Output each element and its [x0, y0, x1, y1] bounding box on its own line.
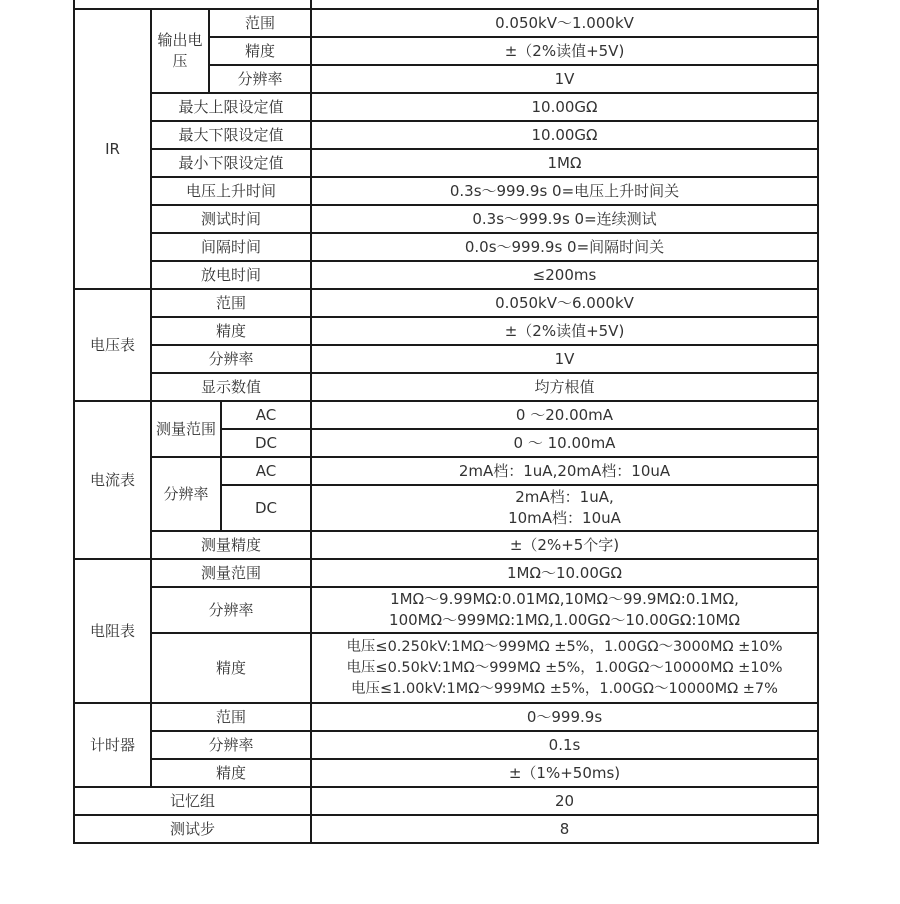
table-row	[74, 559, 818, 587]
spec-label: 最大上限设定值	[151, 93, 311, 121]
section-label-timer: 计时器	[74, 703, 151, 787]
spec-label: DC	[221, 429, 311, 457]
spec-value: 0.3s～999.9s 0=连续测试	[311, 205, 818, 233]
spec-label: 放电时间	[151, 261, 311, 289]
section-label-ammeter: 电流表	[74, 401, 151, 559]
spec-value: 0～999.9s	[311, 703, 818, 731]
spec-value: ±（2%读值+5V)	[311, 37, 818, 65]
table-row	[74, 233, 818, 261]
spec-table-wrapper	[73, 0, 819, 844]
spec-value: 20	[311, 787, 818, 815]
measure-range-label: 测量范围	[151, 401, 221, 457]
section-label-ohmmeter: 电阻表	[74, 559, 151, 703]
spec-value-multiline	[311, 587, 818, 633]
table-row	[74, 317, 818, 345]
table-row	[74, 0, 818, 9]
table-row	[74, 703, 818, 731]
table-row	[74, 815, 818, 843]
spec-value: 0.3s～999.9s 0=电压上升时间关	[311, 177, 818, 205]
spec-label: 最大下限设定值	[151, 121, 311, 149]
spec-value: 0 ～20.00mA	[311, 401, 818, 429]
table-row	[74, 205, 818, 233]
spec-label: 测试步	[74, 815, 311, 843]
value-line: 10mA档：10uA	[508, 509, 621, 527]
value-line: 100MΩ～999MΩ:1MΩ,1.00GΩ～10.00GΩ:10MΩ	[389, 611, 740, 629]
table-row	[74, 457, 818, 485]
table-row	[74, 373, 818, 401]
spec-label: 测量精度	[151, 531, 311, 559]
spec-label: 精度	[151, 317, 311, 345]
spec-label: 记忆组	[74, 787, 311, 815]
spec-label: AC	[221, 457, 311, 485]
value-line: 2mA档：1uA,	[515, 488, 614, 506]
spec-value: 1V	[311, 345, 818, 373]
table-row	[74, 731, 818, 759]
table-row	[74, 289, 818, 317]
spec-label: 精度	[151, 633, 311, 703]
table-row	[74, 93, 818, 121]
spec-value: 0.050kV～6.000kV	[311, 289, 818, 317]
spec-value: 1MΩ～10.00GΩ	[311, 559, 818, 587]
spec-value: 0.050kV～1.000kV	[311, 9, 818, 37]
table-row	[74, 345, 818, 373]
spec-label: 最小下限设定值	[151, 149, 311, 177]
output-voltage-label: 输出电压	[151, 9, 209, 93]
value-line: 电压≤0.50kV:1MΩ～999MΩ ±5%，1.00GΩ～10000MΩ ±10%	[346, 659, 783, 676]
spec-label: AC	[221, 401, 311, 429]
header-cell	[311, 0, 818, 9]
spec-value: ≤200ms	[311, 261, 818, 289]
value-line: 电压≤0.250kV:1MΩ～999MΩ ±5%，1.00GΩ～3000MΩ ±10%	[346, 638, 783, 655]
table-row	[74, 9, 818, 37]
spec-value: 0 ～ 10.00mA	[311, 429, 818, 457]
spec-value: 10.00GΩ	[311, 93, 818, 121]
spec-label: 测试时间	[151, 205, 311, 233]
spec-value: 1MΩ	[311, 149, 818, 177]
table-row	[74, 149, 818, 177]
section-label-voltmeter: 电压表	[74, 289, 151, 401]
spec-label: 分辨率	[209, 65, 311, 93]
spec-value: ±（2%读值+5V)	[311, 317, 818, 345]
spec-value: 0.0s～999.9s 0=间隔时间关	[311, 233, 818, 261]
spec-value-multiline	[311, 485, 818, 531]
header-cell	[74, 0, 311, 9]
spec-label: 分辨率	[151, 587, 311, 633]
spec-value: ±（1%+50ms)	[311, 759, 818, 787]
value-line: 1MΩ～9.99MΩ:0.01MΩ,10MΩ～99.9MΩ:0.1MΩ,	[390, 590, 739, 608]
value-line: 电压≤1.00kV:1MΩ～999MΩ ±5%，1.00GΩ～10000MΩ ±7%	[351, 680, 778, 697]
spec-value: 10.00GΩ	[311, 121, 818, 149]
spec-label: 测量范围	[151, 559, 311, 587]
spec-label: 分辨率	[151, 731, 311, 759]
spec-value: 8	[311, 815, 818, 843]
spec-value-multiline	[311, 633, 818, 703]
section-label-ir: IR	[74, 9, 151, 289]
table-row	[74, 587, 818, 633]
spec-label: DC	[221, 485, 311, 531]
spec-label: 范围	[151, 289, 311, 317]
spec-label: 范围	[209, 9, 311, 37]
table-row	[74, 261, 818, 289]
spec-label: 分辨率	[151, 345, 311, 373]
resolution-label: 分辨率	[151, 457, 221, 531]
table-row	[74, 787, 818, 815]
spec-value: 1V	[311, 65, 818, 93]
table-row	[74, 633, 818, 703]
spec-label: 电压上升时间	[151, 177, 311, 205]
spec-table	[73, 0, 819, 844]
table-row	[74, 177, 818, 205]
table-row	[74, 401, 818, 429]
table-row	[74, 531, 818, 559]
spec-value: 2mA档：1uA,20mA档：10uA	[311, 457, 818, 485]
spec-value: 均方根值	[311, 373, 818, 401]
spec-label: 间隔时间	[151, 233, 311, 261]
spec-label: 显示数值	[151, 373, 311, 401]
spec-label: 精度	[151, 759, 311, 787]
spec-label: 精度	[209, 37, 311, 65]
table-row	[74, 759, 818, 787]
spec-value: 0.1s	[311, 731, 818, 759]
spec-label: 范围	[151, 703, 311, 731]
spec-value: ±（2%+5个字)	[311, 531, 818, 559]
table-row	[74, 121, 818, 149]
